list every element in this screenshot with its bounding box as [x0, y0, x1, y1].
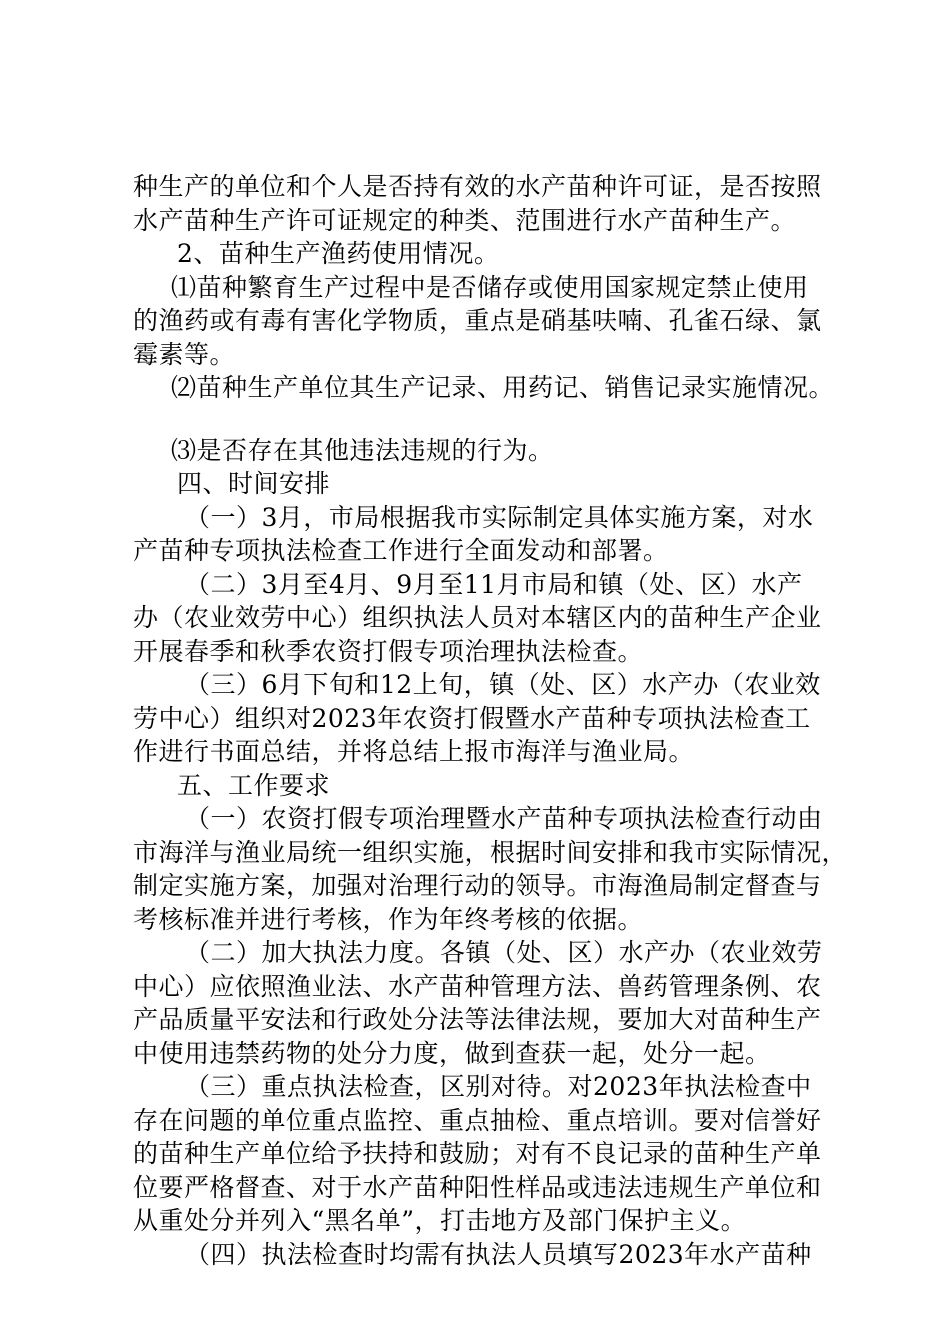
body-line: 劳中心）组织对2023年农资打假暨水产苗种专项执法检查工	[133, 703, 811, 733]
body-line: 位要严格督查、对于水产苗种阳性样品或违法违规生产单位和	[133, 1172, 822, 1202]
paragraph-start: （三）重点执法检查，区别对待。对2023年执法检查中	[185, 1072, 812, 1101]
body-line: 存在问题的单位重点监控、重点抽检、重点培训。要对信誉好	[133, 1105, 822, 1135]
list-item: ⑴苗种繁育生产过程中是否储存或使用国家规定禁止使用	[171, 272, 809, 302]
body-line: 考核标准并进行考核，作为年终考核的依据。	[133, 904, 644, 934]
paragraph-start: （一）3月，市局根据我市实际制定具体实施方案，对水	[185, 502, 814, 532]
list-item: ⑶是否存在其他违法违规的行为。	[171, 435, 554, 465]
section-subheading: 2、苗种生产渔药使用情况。	[177, 239, 500, 268]
paragraph-start: （二）加大执法力度。各镇（处、区）水产办（农业效劳	[185, 938, 823, 967]
body-line: 产品质量平安法和行政处分法等法律法规，要加大对苗种生产	[133, 1005, 822, 1034]
body-line: 中使用违禁药物的处分力度，做到查获一起，处分一起。	[133, 1038, 771, 1068]
body-line: 的苗种生产单位给予扶持和鼓励；对有不良记录的苗种生产单	[133, 1139, 822, 1168]
paragraph-start: （二）3月至4月、9月至11月市局和镇（处、区）水产	[185, 569, 803, 599]
body-line: 作进行书面总结，并将总结上报市海洋与渔业局。	[133, 737, 695, 766]
body-line: 产苗种专项执法检查工作进行全面发动和部署。	[133, 536, 669, 565]
body-line: 种生产的单位和个人是否持有效的水产苗种许可证，是否按照	[133, 172, 822, 201]
body-line: 市海洋与渔业局统一组织实施，根据时间安排和我市实际情况，	[133, 837, 848, 867]
paragraph-start: （四）执法检查时均需有执法人员填写2023年水产苗种	[185, 1239, 812, 1269]
body-line: 开展春季和秋季农资打假专项治理执法检查。	[133, 636, 644, 666]
body-line: 的渔药或有毒有害化学物质，重点是硝基呋喃、孔雀石绿、氯	[133, 306, 822, 335]
body-line: 中心）应依照渔业法、水产苗种管理方法、兽药管理条例、农	[133, 971, 822, 1001]
paragraph-gap	[133, 405, 833, 434]
body-line: 从重处分并列入“黑名单”，打击地方及部门保护主义。	[133, 1206, 747, 1235]
section-heading: 四、时间安排	[177, 469, 331, 498]
paragraph-start: （三）6月下旬和12上旬，镇（处、区）水产办（农业效	[185, 670, 821, 699]
list-item: ⑵苗种生产单位其生产记录、用药记、销售记录实施情况。	[171, 373, 835, 402]
paragraph-start: （一）农资打假专项治理暨水产苗种专项执法检查行动由	[185, 804, 823, 833]
section-heading: 五、工作要求	[177, 770, 331, 800]
body-line: 霉素等。	[133, 339, 236, 369]
body-line: 办（农业效劳中心）组织执法人员对本辖区内的苗种生产企业	[133, 603, 822, 632]
body-line: 制定实施方案，加强对治理行动的领导。市海渔局制定督查与	[133, 871, 822, 900]
body-line: 水产苗种生产许可证规定的种类、范围进行水产苗种生产。	[133, 205, 797, 235]
document-body	[133, 170, 848, 1271]
